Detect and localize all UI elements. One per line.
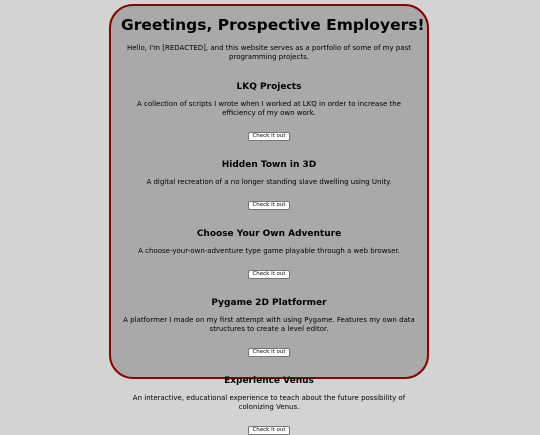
portfolio-card (109, 4, 429, 433)
page-title: Greetings, Prospective Employers! (121, 16, 425, 34)
project-title: Pygame 2D Platformer (211, 298, 327, 308)
spacer (121, 210, 417, 229)
check-it-out-button-hidden-town[interactable]: Check it out (248, 201, 289, 210)
intro-text: Hello, I'm [REDACTED], and this website serves as a portfolio of some of my past programming projects. (127, 44, 411, 61)
spacer (121, 357, 417, 376)
check-it-out-button-pygame[interactable]: Check it out (248, 348, 289, 357)
project-description: A digital recreation of a no longer standing slave dwelling using Unity. (146, 178, 392, 186)
project-cyoa (121, 229, 417, 279)
check-it-out-button-venus[interactable]: Check it out (248, 426, 289, 435)
project-title: Choose Your Own Adventure (196, 229, 342, 239)
project-description: A choose-your-own-adventure type game playable through a web browser. (138, 247, 400, 255)
project-description: A platformer I made on my first attempt with using Pygame. Features my own data structures to create a level editor. (123, 316, 415, 333)
project-title: Experience Venus (224, 376, 314, 386)
project-title: LKQ Projects (236, 82, 302, 92)
check-it-out-button-lkq[interactable]: Check it out (248, 132, 289, 141)
spacer (121, 279, 417, 298)
project-venus (121, 376, 417, 435)
project-lkq (121, 82, 417, 141)
project-description: An interactive, educational experience to teach about the future possibility of colonizing Venus. (132, 394, 406, 411)
project-title: Hidden Town in 3D (221, 160, 317, 170)
project-list (121, 82, 417, 435)
check-it-out-button-cyoa[interactable]: Check it out (248, 270, 289, 279)
project-description: A collection of scripts I wrote when I worked at LKQ in order to increase the efficiency of my own work. (136, 100, 401, 117)
spacer (121, 141, 417, 160)
project-pygame (121, 298, 417, 357)
project-hidden-town (121, 160, 417, 210)
